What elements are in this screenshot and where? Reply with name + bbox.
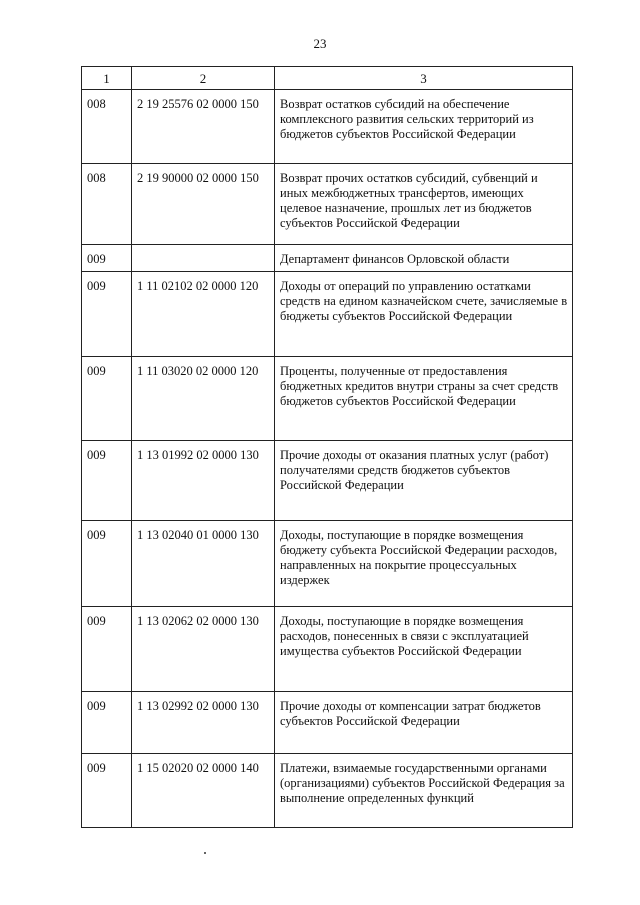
admin-code-cell: 008: [82, 164, 132, 245]
revenue-name-cell: Доходы, поступающие в порядке возмещения бюджету субъекта Российской Федерации расходов, направленных на покрытие процессуальных издержек: [275, 521, 573, 607]
table-row: [82, 357, 573, 441]
revenue-code-cell: [132, 245, 275, 272]
table-row: [82, 441, 573, 521]
table-header-row: [82, 67, 573, 90]
revenue-name-cell: Доходы, поступающие в порядке возмещения расходов, понесенных в связи с эксплуатацией имущества субъектов Российской Федерации: [275, 607, 573, 692]
admin-code-cell: 009: [82, 692, 132, 754]
revenue-name-cell: Доходы от операций по управлению остатками средств на едином казначейском счете, зачисляемые в бюджеты субъектов Российской Федерации: [275, 272, 573, 357]
revenue-code-cell: 2 19 90000 02 0000 150: [132, 164, 275, 245]
table-row: [82, 245, 573, 272]
revenue-code-cell: 1 13 02040 01 0000 130: [132, 521, 275, 607]
revenue-name-cell: Возврат прочих остатков субсидий, субвенций и иных межбюджетных трансфертов, имеющих целевое назначение, прошлых лет из бюджетов субъектов Российской Федерации: [275, 164, 573, 245]
revenue-code-cell: 1 13 01992 02 0000 130: [132, 441, 275, 521]
admin-code-cell: 009: [82, 441, 132, 521]
table-row: [82, 521, 573, 607]
revenue-name-cell: Департамент финансов Орловской области: [275, 245, 573, 272]
admin-code-cell: 009: [82, 357, 132, 441]
revenue-codes-table: [81, 66, 573, 828]
column-header-2: 2: [132, 67, 275, 90]
revenue-code-cell: 1 13 02992 02 0000 130: [132, 692, 275, 754]
revenue-name-cell: Возврат остатков субсидий на обеспечение комплексного развития сельских территорий из бюджетов субъектов Российской Федерации: [275, 90, 573, 164]
admin-code-cell: 009: [82, 272, 132, 357]
table-row: [82, 754, 573, 828]
admin-code-cell: 009: [82, 245, 132, 272]
revenue-name-cell: Проценты, полученные от предоставления бюджетных кредитов внутри страны за счет средств бюджетов субъектов Российской Федерации: [275, 357, 573, 441]
table-row: [82, 164, 573, 245]
revenue-name-cell: Прочие доходы от оказания платных услуг (работ) получателями средств бюджетов субъектов Российской Федерации: [275, 441, 573, 521]
revenue-code-cell: 1 13 02062 02 0000 130: [132, 607, 275, 692]
revenue-code-cell: 2 19 25576 02 0000 150: [132, 90, 275, 164]
admin-code-cell: 009: [82, 521, 132, 607]
revenue-code-cell: 1 11 03020 02 0000 120: [132, 357, 275, 441]
column-header-1: 1: [82, 67, 132, 90]
table-row: [82, 272, 573, 357]
revenue-code-cell: 1 11 02102 02 0000 120: [132, 272, 275, 357]
revenue-name-cell: Прочие доходы от компенсации затрат бюджетов субъектов Российской Федерации: [275, 692, 573, 754]
table-row: [82, 692, 573, 754]
scan-speck: [204, 852, 206, 854]
column-header-3: 3: [275, 67, 573, 90]
table-row: [82, 607, 573, 692]
revenue-name-cell: Платежи, взимаемые государственными органами (организациями) субъектов Российской Федерация за выполнение определенных функций: [275, 754, 573, 828]
table-row: [82, 90, 573, 164]
page-number: 23: [313, 36, 327, 51]
admin-code-cell: 009: [82, 607, 132, 692]
admin-code-cell: 009: [82, 754, 132, 828]
admin-code-cell: 008: [82, 90, 132, 164]
revenue-code-cell: 1 15 02020 02 0000 140: [132, 754, 275, 828]
